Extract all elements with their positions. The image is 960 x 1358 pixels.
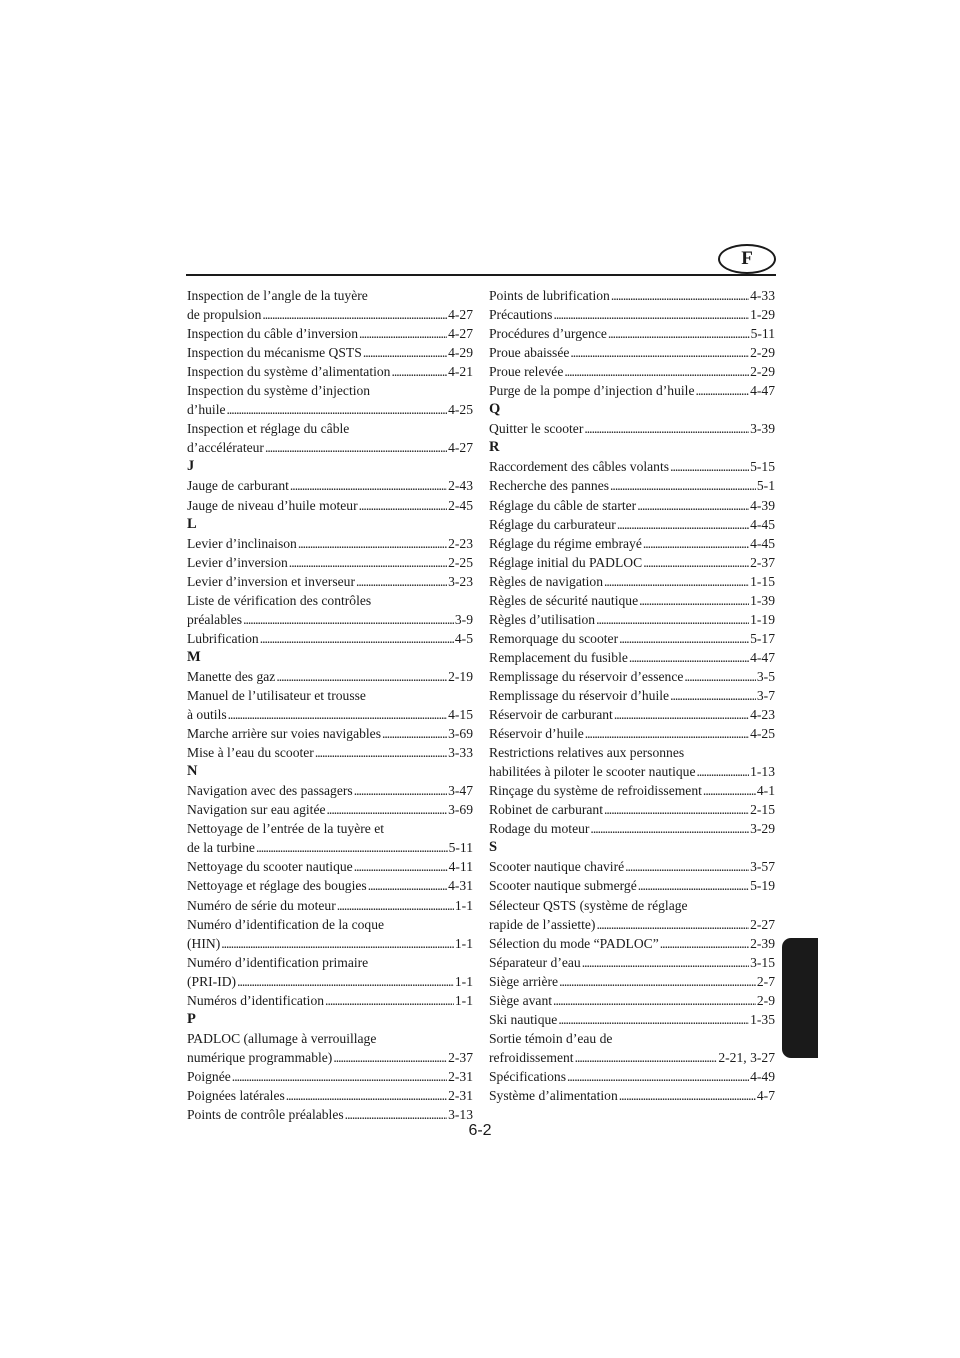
dot-leader: [575, 1048, 718, 1067]
dot-leader: [643, 553, 749, 572]
index-entry: [489, 1086, 775, 1105]
index-entry: [489, 381, 775, 400]
index-entry-title: Remorquage du scooter: [489, 630, 619, 646]
dot-leader: [228, 705, 447, 724]
index-entry-page: 3-69: [448, 802, 473, 818]
index-entry-title: Précautions: [489, 307, 553, 323]
index-entry-page: 4-25: [448, 402, 473, 418]
index-entry-page: 1-19: [750, 611, 775, 627]
index-entry: [489, 972, 775, 991]
index-entry-page: 4-5: [454, 630, 473, 646]
index-entry-title: Sélection du mode “PADLOC”: [489, 935, 659, 951]
index-entry-page: 5-11: [448, 840, 473, 856]
index-entry-title: Recherche des pannes: [489, 478, 610, 494]
index-entry-page: 5-19: [750, 878, 775, 894]
index-entry: [489, 305, 775, 324]
index-entry-title: Levier d’inclinaison: [187, 535, 297, 551]
dot-leader: [359, 324, 447, 343]
index-entry-title: Proue relevée: [489, 364, 564, 380]
index-entry-title: Jauge de niveau d’huile moteur: [187, 497, 358, 513]
dot-leader: [262, 305, 447, 324]
index-entry-title: Jauge de carburant: [187, 478, 289, 494]
index-entry-title: Lubrification: [187, 630, 259, 646]
index-entry: [187, 553, 473, 572]
index-entry: [489, 343, 775, 362]
index-entry: [489, 686, 775, 705]
index-entry-continued: Numéro d’identification de la coque: [187, 916, 385, 932]
index-entry: [187, 629, 473, 648]
index-entry: [187, 534, 473, 553]
dot-leader: [584, 419, 749, 438]
index-entry-page: 1-29: [750, 307, 775, 323]
index-entry-page: 4-25: [750, 726, 775, 742]
dot-leader: [625, 857, 749, 876]
index-entry: [187, 496, 473, 515]
index-entry-page: 3-57: [750, 859, 775, 875]
index-entry-title: Points de contrôle préalables: [187, 1107, 344, 1123]
index-entry-title: Purge de la pompe d’injection d’huile: [489, 383, 695, 399]
dot-leader: [596, 610, 749, 629]
dot-leader: [382, 724, 447, 743]
index-entry-page: 2-19: [448, 668, 473, 684]
index-entry: [187, 667, 473, 686]
index-column-left: [187, 286, 473, 1124]
index-entry-page: 4-29: [448, 345, 473, 361]
dot-leader: [604, 800, 749, 819]
index-entry: [489, 781, 775, 800]
index-entry: [187, 438, 473, 457]
index-entry-page: 4-49: [750, 1068, 775, 1084]
index-entry-title: Ski nautique: [489, 1011, 558, 1027]
dot-leader: [391, 362, 447, 381]
index-entry-page: 2-29: [750, 345, 775, 361]
index-entry-title: Siège arrière: [489, 973, 559, 989]
dot-leader: [289, 553, 447, 572]
dot-leader: [611, 286, 749, 305]
index-section-letter: S: [489, 839, 498, 856]
index-entry-title: Réservoir de carburant: [489, 707, 613, 723]
dot-leader: [333, 1048, 447, 1067]
index-entry: [187, 934, 473, 953]
index-entry-page: 2-7: [756, 973, 775, 989]
index-entry-continued: Inspection de l’angle de la tuyère: [187, 288, 368, 303]
dot-leader: [232, 1067, 447, 1086]
page-number: 6-2: [468, 1122, 492, 1139]
index-entry: [187, 896, 473, 915]
dot-leader: [608, 324, 750, 343]
index-entry-page: 4-27: [448, 440, 473, 456]
index-entry-title: de propulsion: [187, 307, 262, 323]
index-entry-page: 2-15: [750, 802, 775, 818]
index-entry-page: 4-47: [750, 649, 775, 665]
index-entry: [489, 457, 775, 476]
dot-leader: [558, 1010, 749, 1029]
index-entry-title: Nettoyage du scooter nautique: [187, 859, 353, 875]
dot-leader: [221, 934, 454, 953]
index-entry: [489, 819, 775, 838]
index-entry: [187, 705, 473, 724]
index-entry-title: Poignée: [187, 1068, 231, 1084]
index-entry-page: 2-31: [448, 1087, 473, 1103]
dot-leader: [227, 400, 448, 419]
index-entry-page: 4-45: [750, 516, 775, 532]
dot-leader: [582, 953, 749, 972]
index-entry-page: 4-39: [750, 497, 775, 513]
index-entry-page: 4-47: [750, 383, 775, 399]
index-entry-page: 2-39: [750, 935, 775, 951]
index-entry-title: Réservoir d’huile: [489, 726, 584, 742]
index-entry: [187, 305, 473, 324]
index-entry-title: Rinçage du système de refroidissement: [489, 783, 702, 799]
index-entry-page: 1-1: [454, 992, 473, 1008]
index-entry-page: 4-21: [448, 364, 473, 380]
index-entry: [489, 610, 775, 629]
index-entry-page: 4-11: [448, 859, 473, 875]
index-entry: [489, 591, 775, 610]
index-entry: [489, 362, 775, 381]
index-entry: [187, 991, 473, 1010]
index-entry-page: 5-15: [750, 459, 775, 475]
index-entry: [489, 476, 775, 495]
dot-leader: [325, 991, 454, 1010]
index-entry: [187, 324, 473, 343]
index-entry-title: Système d’alimentation: [489, 1087, 618, 1103]
index-entry-title: Inspection du câble d’inversion: [187, 326, 359, 342]
language-badge: [718, 244, 776, 274]
dot-leader: [696, 762, 749, 781]
index-entry-title: Remplissage du réservoir d’essence: [489, 668, 684, 684]
index-entry: [489, 572, 775, 591]
dot-leader: [585, 724, 749, 743]
dot-leader: [619, 629, 749, 648]
index-entry: [187, 1086, 473, 1105]
index-entry-title: Marche arrière sur voies navigables: [187, 726, 382, 742]
index-entry-title: Navigation sur eau agitée: [187, 802, 326, 818]
dot-leader: [590, 819, 749, 838]
index-section-letter: N: [187, 763, 198, 780]
index-entry: [187, 724, 473, 743]
dot-leader: [596, 915, 749, 934]
dot-leader: [256, 838, 448, 857]
dot-leader: [617, 515, 749, 534]
index-entry-title: Raccordement des câbles volants: [489, 459, 670, 475]
index-entry-page: 4-31: [448, 878, 473, 894]
index-entry-title: de la turbine: [187, 840, 255, 856]
index-entry: [187, 743, 473, 762]
index-entry-title: Navigation avec des passagers: [187, 783, 353, 799]
dot-leader: [567, 1067, 749, 1086]
index-entry-title: rapide de l’assiette): [489, 916, 596, 932]
index-entry-continued: Inspection et réglage du câble: [187, 421, 350, 437]
index-entry-page: 4-33: [750, 288, 775, 303]
dot-leader: [629, 648, 749, 667]
dot-leader: [614, 705, 749, 724]
index-section-letter: Q: [489, 401, 501, 418]
index-entry-page: 3-5: [756, 668, 775, 684]
index-entry-title: Proue abaissée: [489, 345, 570, 361]
index-entry-title: numérique programmable): [187, 1049, 333, 1065]
index-entry: [489, 1067, 775, 1086]
index-entry: [489, 324, 775, 343]
dot-leader: [327, 800, 448, 819]
index-entry: [187, 1067, 473, 1086]
index-entry-page: 4-15: [448, 707, 473, 723]
index-entry-page: 2-23: [448, 535, 473, 551]
index-entry-title: Procédures d’urgence: [489, 326, 607, 342]
header-rule: [186, 274, 776, 276]
index-entry-page: 2-37: [750, 554, 775, 570]
index-entry-title: Séparateur d’eau: [489, 954, 581, 970]
index-entry: [489, 876, 775, 895]
index-entry-title: (PRI-ID): [187, 973, 237, 989]
index-entry-page: 2-37: [448, 1049, 473, 1065]
index-entry-title: Spécifications: [489, 1068, 567, 1084]
index-entry-page: 1-35: [750, 1011, 775, 1027]
index-entry-title: Manette des gaz: [187, 668, 276, 684]
dot-leader: [639, 591, 749, 610]
index-entry: [489, 419, 775, 438]
index-entry-title: Réglage du câble de starter: [489, 497, 637, 513]
dot-leader: [286, 1086, 447, 1105]
index-entry-continued: Manuel de l’utilisateur et trousse: [187, 687, 366, 703]
index-entry: [187, 876, 473, 895]
dot-leader: [660, 934, 749, 953]
index-entry-title: Levier d’inversion: [187, 554, 288, 570]
dot-leader: [260, 629, 454, 648]
index-entry: [187, 800, 473, 819]
index-entry-title: Réglage du carburateur: [489, 516, 616, 532]
index-entry-page: 1-15: [750, 573, 775, 589]
dot-leader: [243, 610, 454, 629]
index-entry: [489, 724, 775, 743]
dot-leader: [638, 876, 749, 895]
index-entry: [187, 972, 473, 991]
index-entry: [187, 400, 473, 419]
dot-leader: [315, 743, 447, 762]
dot-leader: [696, 381, 750, 400]
index-entry: [489, 934, 775, 953]
index-entry-continued: PADLOC (allumage à verrouillage: [187, 1030, 377, 1046]
index-entry-title: préalables: [187, 611, 243, 627]
dot-leader: [570, 343, 749, 362]
index-entry-title: Réglage initial du PADLOC: [489, 554, 643, 570]
index-entry-page: 4-27: [448, 307, 473, 323]
index-entry-continued: Inspection du système d’injection: [187, 383, 371, 399]
index-entry-title: Remplissage du réservoir d’huile: [489, 687, 670, 703]
index-entry: [489, 915, 775, 934]
index-entry-page: 1-1: [454, 935, 473, 951]
index-entry-title: Scooter nautique chaviré: [489, 859, 625, 875]
index-entry-page: 4-7: [756, 1087, 775, 1103]
dot-leader: [553, 991, 756, 1010]
dot-leader: [368, 876, 447, 895]
index-entry-page: 5-17: [750, 630, 775, 646]
index-entry: [187, 610, 473, 629]
index-entry-title: Numéro de série du moteur: [187, 897, 336, 913]
index-entry-continued: Nettoyage de l’entrée de la tuyère et: [187, 821, 385, 837]
index-entry-title: Rodage du moteur: [489, 821, 590, 837]
index-entry: [489, 629, 775, 648]
index-entry: [489, 857, 775, 876]
index-entry-title: Siège avant: [489, 992, 553, 1008]
index-entry: [187, 781, 473, 800]
index-entry-title: (HIN): [187, 935, 221, 951]
index-entry-page: 3-47: [448, 783, 473, 799]
index-entry-title: Poignées latérales: [187, 1087, 285, 1103]
index-entry-continued: Sortie témoin d’eau de: [489, 1030, 613, 1046]
dot-leader: [553, 305, 749, 324]
index-section-letter: P: [187, 1010, 196, 1027]
index-entry-title: Robinet de carburant: [489, 802, 603, 818]
index-section-letter: R: [489, 439, 500, 456]
index-entry-page: 5-1: [756, 478, 775, 494]
index-entry-page: 3-9: [454, 611, 473, 627]
index-entry-page: 1-1: [454, 973, 473, 989]
index-entry: [187, 572, 473, 591]
index-entry-title: d’accélérateur: [187, 440, 264, 456]
index-entry: [489, 953, 775, 972]
index-entry-title: Règles de sécurité nautique: [489, 592, 639, 608]
dot-leader: [337, 896, 454, 915]
index-entry: [489, 667, 775, 686]
index-entry-title: Scooter nautique submergé: [489, 878, 637, 894]
index-entry: [187, 476, 473, 495]
index-entry-page: 3-33: [448, 745, 473, 761]
index-entry-title: Quitter le scooter: [489, 421, 584, 437]
index-entry-page: 2-29: [750, 364, 775, 380]
index-entry-page: 1-39: [750, 592, 775, 608]
index-entry-title: Nettoyage et réglage des bougies: [187, 878, 367, 894]
dot-leader: [610, 476, 756, 495]
index-entry-title: Inspection du mécanisme QSTS: [187, 345, 362, 361]
index-entry-continued: Restrictions relatives aux personnes: [489, 745, 685, 761]
index-entry: [489, 705, 775, 724]
dot-leader: [703, 781, 756, 800]
chapter-tab: [782, 938, 818, 1058]
index-entry-page: 3-23: [448, 573, 473, 589]
index-entry-title: Règles de navigation: [489, 573, 604, 589]
index-entry: [489, 991, 775, 1010]
index-entry: [489, 800, 775, 819]
index-entry-title: refroidissement: [489, 1049, 574, 1065]
dot-leader: [670, 457, 749, 476]
index-entry-page: 2-9: [756, 992, 775, 1008]
dot-leader: [354, 857, 448, 876]
index-entry-page: 2-31: [448, 1068, 473, 1084]
index-entry: [489, 534, 775, 553]
index-entry: [489, 553, 775, 572]
index-section-letter: J: [187, 458, 195, 475]
index-entry-title: habilitées à piloter le scooter nautique: [489, 764, 696, 780]
index-entry-title: Mise à l’eau du scooter: [187, 745, 314, 761]
index-entry: [187, 343, 473, 362]
index-entry: [187, 362, 473, 381]
index-entry: [187, 1048, 473, 1067]
index-entry-page: 2-43: [448, 478, 473, 494]
index-entry-title: Inspection du système d’alimentation: [187, 364, 391, 380]
dot-leader: [237, 972, 454, 991]
index-entry-title: Numéros d’identification: [187, 992, 325, 1008]
dot-leader: [356, 572, 447, 591]
index-entry-title: Levier d’inversion et inverseur: [187, 573, 355, 589]
dot-leader: [670, 686, 756, 705]
index-entry-title: Points de lubrification: [489, 288, 610, 303]
index-column-right: [489, 286, 775, 1105]
index-entry-page: 4-27: [448, 326, 473, 342]
index-entry-page: 4-1: [756, 783, 775, 799]
index-entry-page: 3-13: [448, 1107, 473, 1123]
index-entry-page: 3-29: [750, 821, 775, 837]
dot-leader: [354, 781, 447, 800]
index-entry-title: d’huile: [187, 402, 226, 418]
index-entry: [489, 762, 775, 781]
index-section-letter: M: [187, 648, 201, 665]
index-entry-title: Remplacement du fusible: [489, 649, 628, 665]
index-entry-page: 4-23: [750, 707, 775, 723]
index-entry-page: 3-7: [756, 687, 775, 703]
index-entry-continued: Numéro d’identification primaire: [187, 954, 369, 970]
index-entry-page: 2-45: [448, 497, 473, 513]
index-entry-continued: Sélecteur QSTS (système de réglage: [489, 897, 688, 913]
index-entry-page: 3-69: [448, 726, 473, 742]
index-entry: [489, 1048, 775, 1067]
index-entry-page: 3-39: [750, 421, 775, 437]
index-entry: [187, 857, 473, 876]
dot-leader: [604, 572, 749, 591]
language-code: F: [741, 248, 753, 269]
dot-leader: [363, 343, 447, 362]
dot-leader: [559, 972, 756, 991]
index-entry: [489, 515, 775, 534]
dot-leader: [684, 667, 755, 686]
index-entry: [489, 496, 775, 515]
index-entry: [489, 286, 775, 305]
index-entry-page: 5-11: [750, 326, 775, 342]
dot-leader: [265, 438, 447, 457]
dot-leader: [619, 1086, 756, 1105]
index-entry-title: à outils: [187, 707, 227, 723]
index-entry-continued: Liste de vérification des contrôles: [187, 592, 372, 608]
dot-leader: [359, 496, 447, 515]
index-entry-page: 1-13: [750, 764, 775, 780]
index-entry-title: Règles d’utilisation: [489, 611, 596, 627]
index-entry: [187, 838, 473, 857]
dot-leader: [290, 476, 447, 495]
dot-leader: [298, 534, 447, 553]
dot-leader: [276, 667, 447, 686]
dot-leader: [564, 362, 749, 381]
index-entry-title: Réglage du régime embrayé: [489, 535, 642, 551]
index-section-letter: L: [187, 515, 197, 532]
index-entry-page: 1-1: [454, 897, 473, 913]
index-entry-page: 3-15: [750, 954, 775, 970]
index-entry-page: 2-25: [448, 554, 473, 570]
index-entry-page: 2-27: [750, 916, 775, 932]
dot-leader: [643, 534, 749, 553]
index-entry-page: 2-21, 3-27: [718, 1049, 775, 1065]
index-entry: [489, 1010, 775, 1029]
dot-leader: [637, 496, 749, 515]
index-entry: [489, 648, 775, 667]
index-entry-page: 4-45: [750, 535, 775, 551]
